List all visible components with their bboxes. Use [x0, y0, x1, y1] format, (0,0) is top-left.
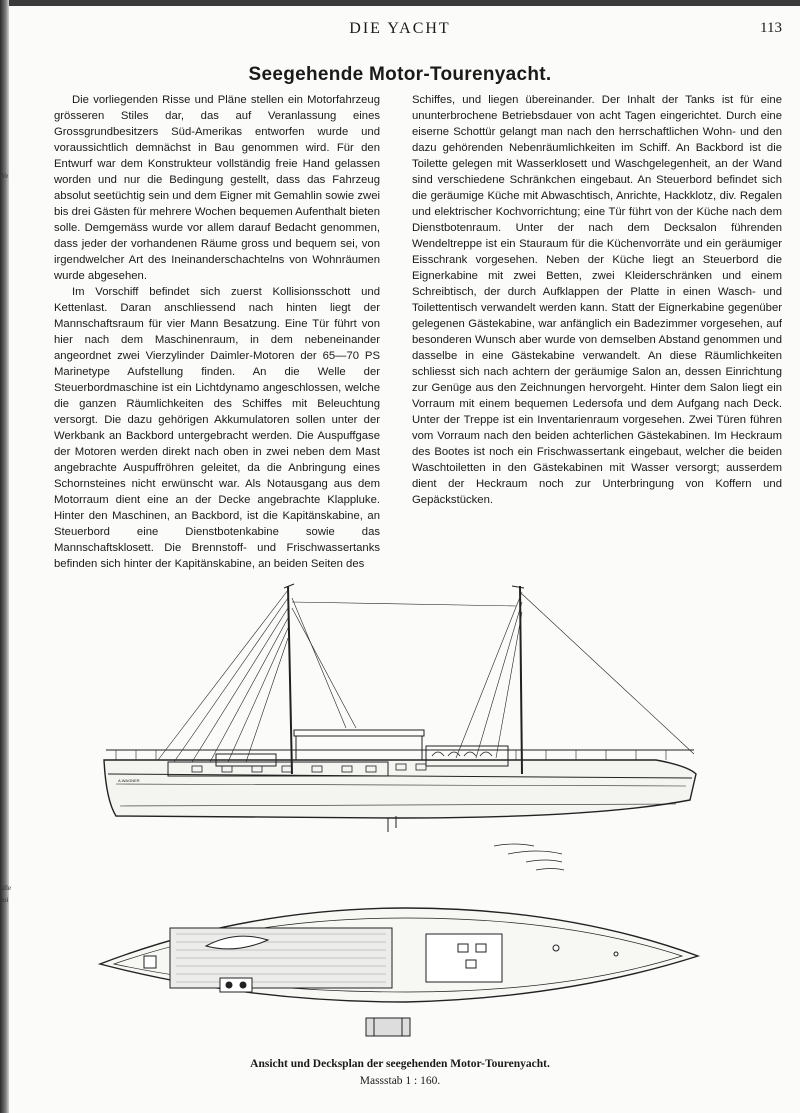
- margin-fragment: alle: [1, 884, 12, 892]
- bow-fitting: [144, 956, 156, 968]
- margin-fragment: loi: [1, 896, 9, 904]
- right-column: [412, 92, 782, 508]
- deck-salon-plan: [426, 934, 502, 982]
- figure-caption: Ansicht und Decksplan der seegehenden Motor-Tourenyacht.: [250, 1058, 550, 1070]
- article-title: Seegehende Motor-Tourenyacht.: [248, 64, 552, 85]
- journal-title: DIE YACHT: [349, 20, 451, 37]
- rudder-base: [366, 1018, 410, 1036]
- paragraph: Die vorliegenden Risse und Pläne stellen ein Motorfahrzeug grösseren Stiles dar, das auf Veranlassung eines Grossgrundbesitzers Süd-Amerikas entworfen wurde und voraussichtlich demnächst in Bau genommen wird. Für den Entwurf war dem Konstrukteur vollständig freie Hand gelassen worden und nur die Bedingung gestellt, dass das Fahrzeug absolut seetüchtig sein und dem Eigner mit Gemahlin sowie zwei bis drei Gästen für mehrere Wochen bequemen Aufenthalt bieten solle. Demgemäss wurde vor allem darauf Bedacht genommen, dass jeder der vorhandenen Räume gross und bequem sei, von irgendwelcher Art des Ineinanderschachtelns von Wohnräumen wurde abgesehen.: [54, 94, 380, 282]
- scan-binding-edge: [0, 0, 12, 1113]
- hatch-pair: [220, 978, 252, 992]
- hull-mark: A.WAGNER: [118, 778, 140, 783]
- yacht-drawing: [96, 578, 706, 1038]
- running-head: [0, 20, 800, 42]
- handwritten-note: [494, 844, 564, 870]
- paragraph: Schiffes, und liegen übereinander. Der Inhalt der Tanks ist für eine ununterbrochene Betriebsdauer von acht Tagen eingerichtet. Durch eine eiserne Schottür gelangt man nach den herrschaftlichen Wohn- und den dazu gehörenden Nebenräumlichkeiten im Schiff. An Backbord ist die Toilette gelegen mit Wasserklosett und Waschgelegenheit, an der Wand sind verschiedene Schränkchen eingebaut. An Steuerbord befindet sich die geräumige Küche mit Abwaschtisch, Anrichte, Hackklotz, div. Regalen und elektrischer Kochvorrichtung; eine Tür führt von der Küche nach dem Dienstbotenraum. Unter der nach dem Decksalon führenden Wendeltreppe ist ein Stauraum für die Küchenvorräte und ein geräumiger Eisschrank vorgesehen. Neben der Küche liegt an Steuerbord die Eignerkabine mit zwei Betten, zwei Kleiderschränken und einem Schreibtisch, der durch Aufklappen der Platte in einen Wasch- und Toilettentisch verwandelt werden kann. Statt der Eignerkabine gegenüber gelegenen Gästekabine, war anfänglich ein Badezimmer vorgesehen, auf besonderen Wunsch aber wurde von demselben Abstand genommen und dasselbe in eine Gästekabine verwandelt. An diese Räumlichkeiten schliesst sich nach achtern der geräumige Salon an, dessen Einrichtung zur Genüge aus den Zeichnungen hervorgeht. Hinter dem Salon liegt ein Vorraum mit einem bequemen Ledersofa und dem Aufgang nach Deck. Unter der Treppe ist ein Inventarienraum vorgesehen. Zwei Türen führen vom Vorraum nach den beiden achterlichen Gästekabinen. Im Heckraum des Bootes ist noch ein Frischwassertank eingebaut, welcher die beiden Waschtoiletten in den Gästekabinen mit Wasser versorgt; ausserdem dient der Heckraum noch zur Unterbringung von Koffern und Gepäckstücken.: [412, 94, 782, 506]
- left-column: [54, 92, 380, 572]
- flag-aft: [512, 586, 524, 588]
- margin-fragment: Ve: [1, 172, 9, 180]
- main-mast: [288, 586, 292, 774]
- page-number: 113: [760, 20, 782, 36]
- hull-profile: [104, 760, 696, 818]
- figure-scale: Massstab 1 : 160.: [359, 1075, 441, 1087]
- paragraph: Im Vorschiff befindet sich zuerst Kollisionsschott und Kettenlast. Daran anschliessend nach hinten liegt der Mannschaftsraum für vier Mann Besatzung. Eine Tür führt von hier nach dem Maschinenraum, in dem nebeneinander angeordnet zwei Vierzylinder Daimler-Motoren der 65—70 PS Marinetype Aufstellung finden. An die Welle der Steuerbordmaschine ist ein Lichtdynamo angeschlossen, welche die ganzen Räumlichkeiten des Schiffes mit Beleuchtung versorgt. Die dazu gehörigen Akkumulatoren sollen unter der Werkbank an Backbord untergebracht werden. Die Auspuffgase der Motoren werden direkt nach oben in zwei neben dem Mast angebrachte Auspuffröhren geleitet, da die Anbringung eines Schornsteines nicht erwünscht war. Als Notausgang aus dem Motorraum dient eine an der Decke angebrachte Klappluke. Hinter den Maschinen, an Backbord, ist die Kapitänskabine, an Steuerbord eine Dienstbotenkabine sowie das Mannschaftsklosett. Die Brennstoff- und Frischwassertanks befinden sich hinter der Kapitänskabine, an beiden Seiten des: [54, 286, 380, 570]
- scan-top-edge: [0, 0, 800, 6]
- awning: [294, 730, 424, 736]
